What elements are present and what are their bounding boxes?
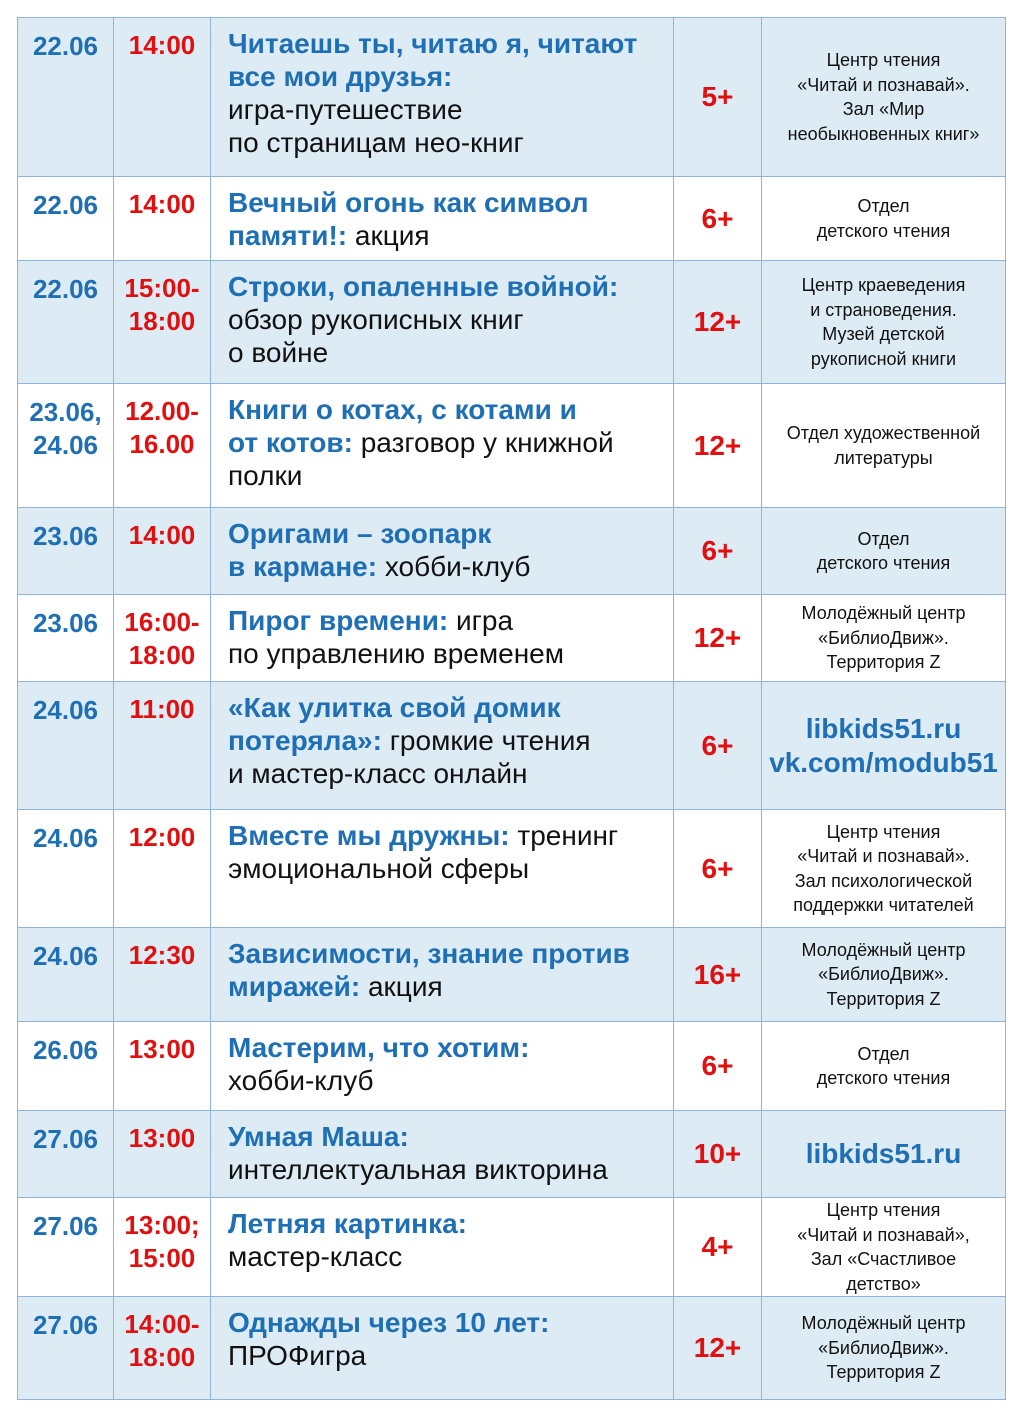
event-place: Центр краеведения и страноведения. Музей детской рукописной книги	[762, 261, 1006, 384]
event-time: 12:00	[114, 810, 211, 928]
event-description: громкие чтения и мастер-класс онлайн	[228, 725, 591, 789]
event-description: мастер-класс	[228, 1241, 403, 1272]
event-title-cell	[211, 1111, 674, 1198]
age-rating: 12+	[674, 261, 762, 384]
event-time: 16:00- 18:00	[114, 595, 211, 682]
age-rating: 12+	[674, 595, 762, 682]
event-title-cell	[211, 384, 674, 508]
age-rating: 12+	[674, 1297, 762, 1400]
event-title: Мастерим, что хотим:	[228, 1032, 530, 1063]
event-row	[18, 261, 1006, 384]
event-description: тренинг эмоциональной сферы	[228, 820, 619, 884]
event-place: Центр чтения «Читай и познавай». Зал «Мир необыкновенных книг»	[762, 18, 1006, 177]
event-row	[18, 1297, 1006, 1400]
event-title: Вечный огонь как символ памяти!:	[228, 187, 589, 251]
event-description: игра по управлению временем	[228, 605, 564, 669]
event-title-cell	[211, 1198, 674, 1297]
event-row	[18, 1111, 1006, 1198]
event-time: 15:00- 18:00	[114, 261, 211, 384]
event-time: 14:00	[114, 177, 211, 261]
event-date: 22.06	[18, 261, 114, 384]
event-title: «Как улитка свой домик потеряла»:	[228, 692, 561, 756]
age-rating: 6+	[674, 1022, 762, 1111]
events-table-body	[18, 18, 1006, 1400]
event-row	[18, 1022, 1006, 1111]
event-date: 22.06	[18, 18, 114, 177]
event-date: 24.06	[18, 682, 114, 810]
event-time: 13:00; 15:00	[114, 1198, 211, 1297]
event-date: 23.06	[18, 595, 114, 682]
event-title-cell	[211, 928, 674, 1022]
events-table	[17, 17, 1006, 1400]
event-row	[18, 928, 1006, 1022]
age-rating: 10+	[674, 1111, 762, 1198]
event-description: разговор у книжной полки	[228, 427, 614, 491]
event-title: Читаешь ты, читаю я, читают все мои друзья:	[228, 28, 638, 92]
age-rating: 4+	[674, 1198, 762, 1297]
event-description: хобби-клуб	[377, 551, 531, 582]
event-place-link[interactable]: libkids51.ru vk.com/modub51	[762, 682, 1006, 810]
event-date: 27.06	[18, 1111, 114, 1198]
event-date: 23.06, 24.06	[18, 384, 114, 508]
event-row	[18, 810, 1006, 928]
event-place: Отдел художественной литературы	[762, 384, 1006, 508]
event-title-cell	[211, 810, 674, 928]
event-row	[18, 1198, 1006, 1297]
event-title: Пирог времени:	[228, 605, 449, 636]
event-title: Зависимости, знание против миражей:	[228, 938, 630, 1002]
event-description: ПРОФигра	[228, 1340, 367, 1371]
event-date: 24.06	[18, 810, 114, 928]
event-description: акция	[347, 220, 430, 251]
event-time: 12:30	[114, 928, 211, 1022]
event-time: 13:00	[114, 1022, 211, 1111]
event-date: 24.06	[18, 928, 114, 1022]
event-title: Умная Маша:	[228, 1121, 409, 1152]
event-time: 12.00- 16.00	[114, 384, 211, 508]
event-time: 14:00	[114, 18, 211, 177]
event-title-cell	[211, 1022, 674, 1111]
event-place: Отдел детского чтения	[762, 1022, 1006, 1111]
event-row	[18, 384, 1006, 508]
event-date: 22.06	[18, 177, 114, 261]
event-date: 27.06	[18, 1198, 114, 1297]
event-place: Отдел детского чтения	[762, 177, 1006, 261]
event-description: хобби-клуб	[228, 1065, 374, 1096]
event-title: Однажды через 10 лет:	[228, 1307, 550, 1338]
event-row	[18, 508, 1006, 595]
event-row	[18, 595, 1006, 682]
age-rating: 6+	[674, 810, 762, 928]
event-title-cell	[211, 261, 674, 384]
event-title-cell	[211, 1297, 674, 1400]
event-place: Молодёжный центр «БиблиоДвиж». Территория Z	[762, 928, 1006, 1022]
event-title: Оригами – зоопарк в кармане:	[228, 518, 492, 582]
age-rating: 6+	[674, 508, 762, 595]
event-title-cell	[211, 177, 674, 261]
event-date: 26.06	[18, 1022, 114, 1111]
event-time: 13:00	[114, 1111, 211, 1198]
event-place: Центр чтения «Читай и познавай». Зал психологической поддержки читателей	[762, 810, 1006, 928]
age-rating: 6+	[674, 682, 762, 810]
age-rating: 6+	[674, 177, 762, 261]
event-row	[18, 682, 1006, 810]
age-rating: 5+	[674, 18, 762, 177]
event-time: 14:00	[114, 508, 211, 595]
event-row	[18, 18, 1006, 177]
event-title-cell	[211, 508, 674, 595]
event-title-cell	[211, 18, 674, 177]
event-title: Строки, опаленные войной:	[228, 271, 619, 302]
event-date: 27.06	[18, 1297, 114, 1400]
age-rating: 16+	[674, 928, 762, 1022]
event-place: Молодёжный центр «БиблиоДвиж». Территория Z	[762, 595, 1006, 682]
event-place: Молодёжный центр «БиблиоДвиж». Территория Z	[762, 1297, 1006, 1400]
event-title-cell	[211, 682, 674, 810]
event-title: Вместе мы дружны:	[228, 820, 510, 851]
age-rating: 12+	[674, 384, 762, 508]
event-time: 11:00	[114, 682, 211, 810]
event-place: Центр чтения «Читай и познавай», Зал «Счастливое детство»	[762, 1198, 1006, 1297]
event-title-cell	[211, 595, 674, 682]
event-description: интеллектуальная викторина	[228, 1154, 608, 1185]
event-description: обзор рукописных книг о войне	[228, 304, 524, 368]
event-place: Отдел детского чтения	[762, 508, 1006, 595]
event-time: 14:00- 18:00	[114, 1297, 211, 1400]
event-title: Летняя картинка:	[228, 1208, 467, 1239]
event-place-link[interactable]: libkids51.ru	[762, 1111, 1006, 1198]
event-description: акция	[360, 971, 443, 1002]
event-row	[18, 177, 1006, 261]
event-date: 23.06	[18, 508, 114, 595]
event-title: Книги о котах, с котами и от котов:	[228, 394, 577, 458]
event-description: игра-путешествие по страницам нео-книг	[228, 94, 524, 158]
